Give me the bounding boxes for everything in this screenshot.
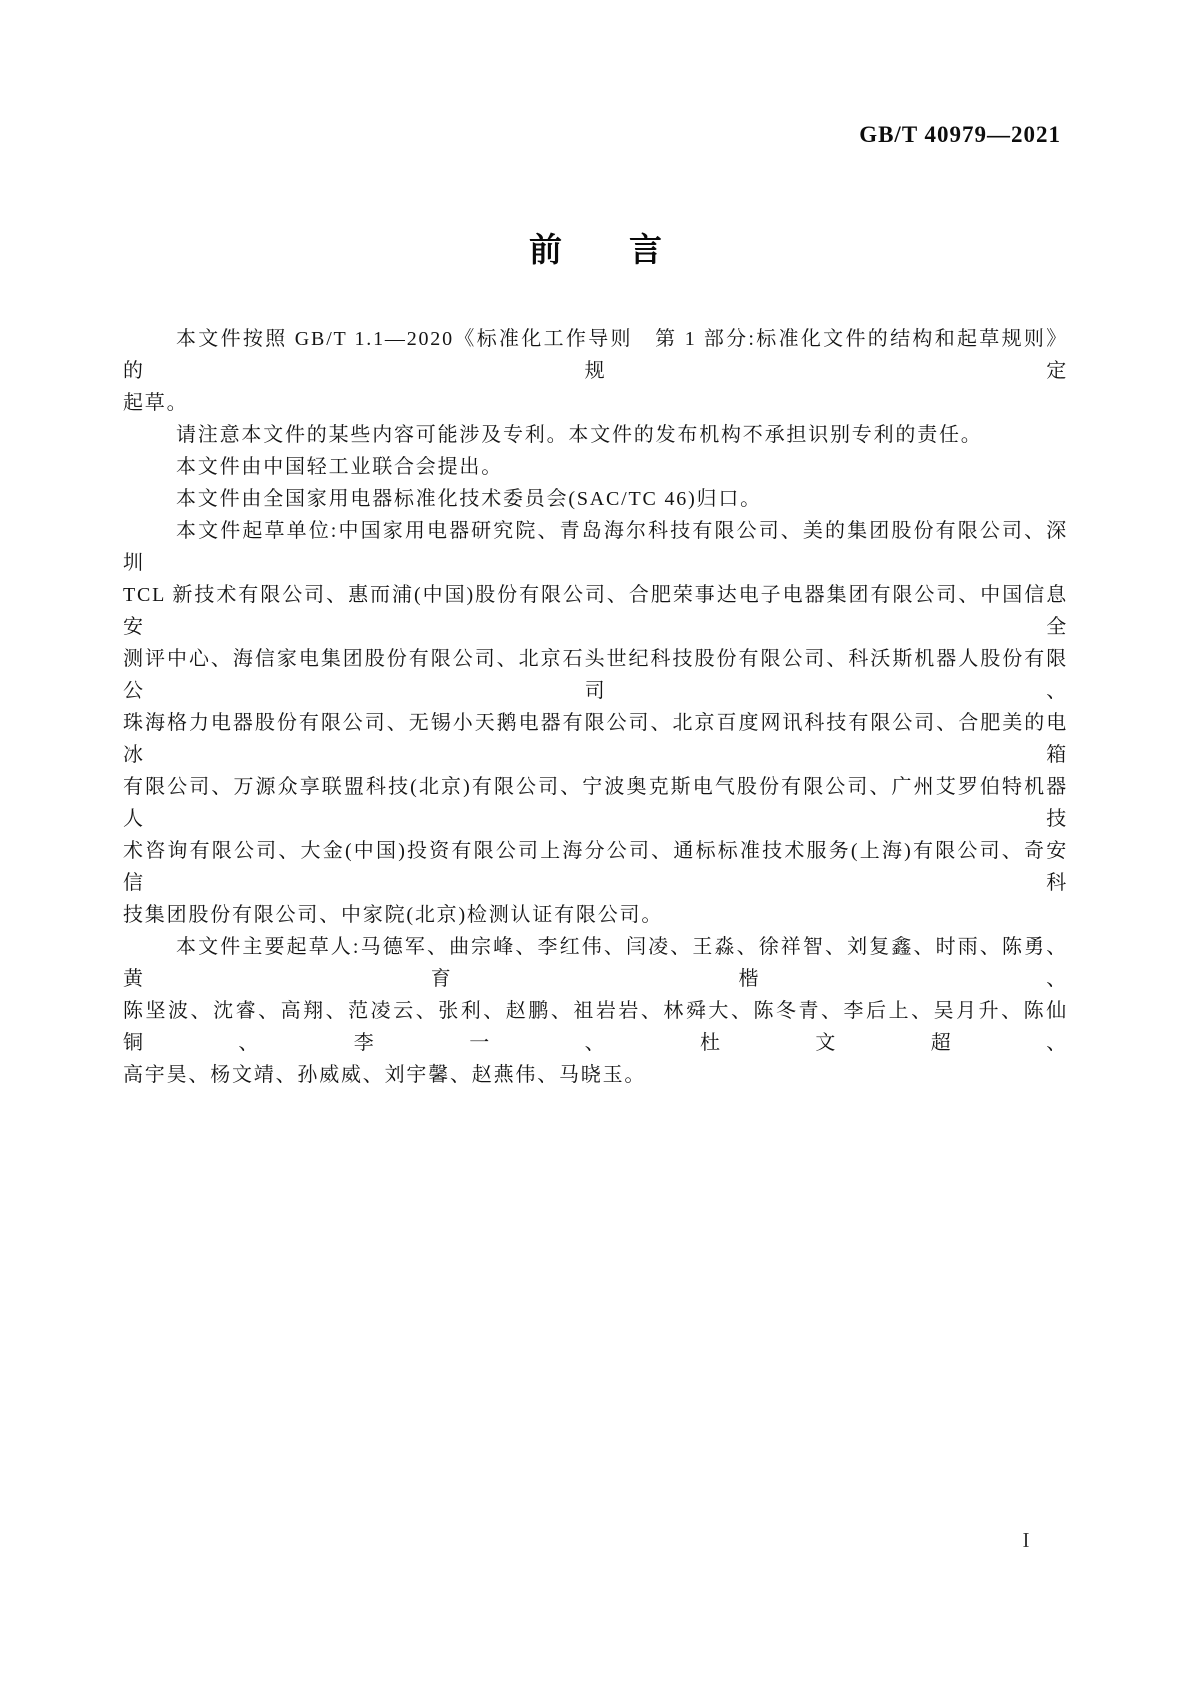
foreword-paragraph-5-line: 测评中心、海信家电集团股份有限公司、北京石头世纪科技股份有限公司、科沃斯机器人股份有限公司、: [123, 648, 1068, 702]
foreword-paragraph-5-line: 有限公司、万源众享联盟科技(北京)有限公司、宁波奥克斯电气股份有限公司、广州艾罗伯特机器人技: [123, 776, 1068, 830]
foreword-paragraph-5-line: 本文件起草单位:中国家用电器研究院、青岛海尔科技有限公司、美的集团股份有限公司、深圳: [123, 520, 1068, 574]
foreword-paragraph-4-line: 本文件由全国家用电器标准化技术委员会(SAC/TC 46)归口。: [176, 488, 762, 510]
page-number: I: [1022, 1528, 1030, 1552]
foreword-paragraph-5-line: 技集团股份有限公司、中家院(北京)检测认证有限公司。: [123, 904, 664, 926]
foreword-paragraph-1-line: 起草。: [123, 392, 189, 414]
foreword-paragraph-5-line: 珠海格力电器股份有限公司、无锡小天鹅电器有限公司、北京百度网讯科技有限公司、合肥美的电冰箱: [123, 712, 1068, 766]
title-char-first: 前: [529, 231, 562, 268]
page-title: [0, 224, 1191, 271]
foreword-paragraph-1-line: 本文件按照 GB/T 1.1—2020《标准化工作导则 第 1 部分:标准化文件的结构和起草规则》的规定: [123, 328, 1068, 382]
foreword-paragraph-5-line: 术咨询有限公司、大金(中国)投资有限公司上海分公司、通标标准技术服务(上海)有限公司、奇安信科: [123, 840, 1068, 894]
foreword-paragraph-6-line: 本文件主要起草人:马德军、曲宗峰、李红伟、闫凌、王淼、徐祥智、刘复鑫、时雨、陈勇、黄育楷、: [123, 936, 1068, 990]
foreword-paragraph-6-line: 陈坚波、沈睿、高翔、范凌云、张利、赵鹏、祖岩岩、林舜大、陈冬青、李后上、吴月升、陈仙铜、李一、杜文超、: [123, 1000, 1068, 1054]
title-char-second: 言: [629, 231, 662, 268]
foreword-paragraph-2-line: 请注意本文件的某些内容可能涉及专利。本文件的发布机构不承担识别专利的责任。: [176, 424, 983, 446]
foreword-body: [123, 323, 1068, 1091]
foreword-paragraph-3-line: 本文件由中国轻工业联合会提出。: [176, 456, 503, 478]
foreword-paragraph-5-line: TCL 新技术有限公司、惠而浦(中国)股份有限公司、合肥荣事达电子电器集团有限公司、中国信息安全: [123, 584, 1068, 638]
standard-number: GB/T 40979—2021: [859, 122, 1061, 147]
foreword-paragraph-6-line: 高宇昊、杨文靖、孙威威、刘宇馨、赵燕伟、马晓玉。: [123, 1064, 647, 1086]
